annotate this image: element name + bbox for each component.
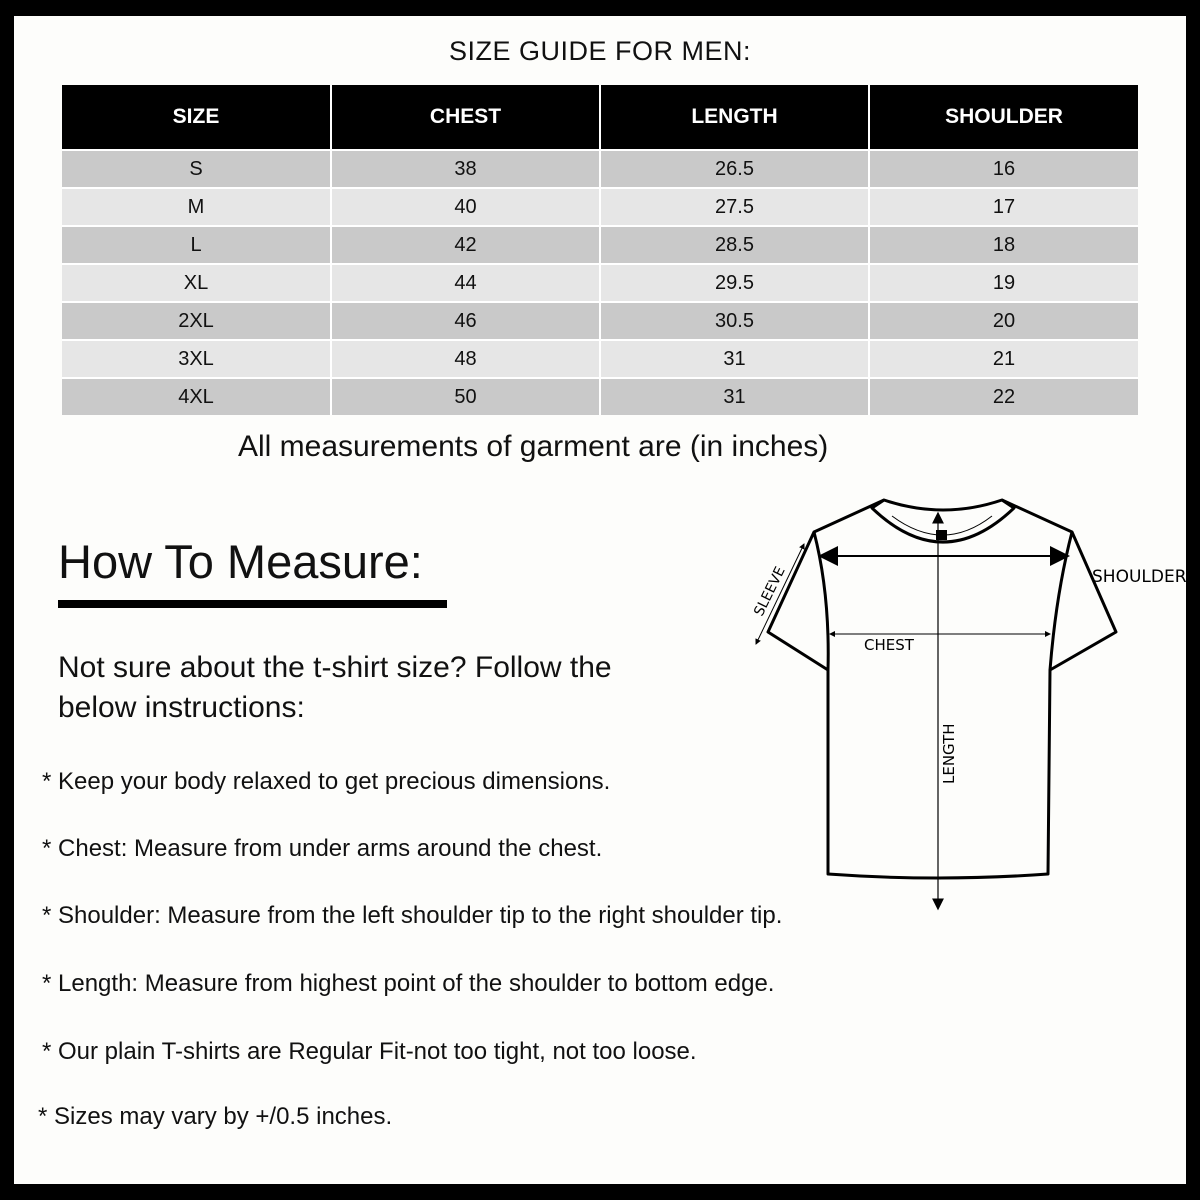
table-row bbox=[62, 188, 1138, 226]
cell-shoulder: 18 bbox=[869, 226, 1138, 264]
cell-size: 2XL bbox=[62, 302, 331, 340]
cell-size: 3XL bbox=[62, 340, 331, 378]
cell-chest: 46 bbox=[331, 302, 600, 340]
header-shoulder: SHOULDER bbox=[869, 85, 1138, 150]
cell-length: 26.5 bbox=[600, 150, 869, 188]
table-row bbox=[62, 302, 1138, 340]
how-to-heading: How To Measure: bbox=[58, 535, 423, 588]
header-chest: CHEST bbox=[331, 85, 600, 150]
cell-length: 30.5 bbox=[600, 302, 869, 340]
how-to-intro: Not sure about the t-shirt size? Follow the below instructions: bbox=[58, 651, 612, 724]
instruction-item: * Sizes may vary by +/0.5 inches. bbox=[38, 1103, 393, 1130]
table-row bbox=[62, 226, 1138, 264]
cell-shoulder: 16 bbox=[869, 150, 1138, 188]
cell-chest: 50 bbox=[331, 378, 600, 415]
cell-shoulder: 19 bbox=[869, 264, 1138, 302]
heading-underline bbox=[58, 600, 447, 608]
cell-shoulder: 21 bbox=[869, 340, 1138, 378]
instruction-item: * Keep your body relaxed to get precious dimensions. bbox=[42, 768, 611, 795]
instruction-item: * Chest: Measure from under arms around the chest. bbox=[42, 835, 603, 862]
cell-size: M bbox=[62, 188, 331, 226]
cell-chest: 44 bbox=[331, 264, 600, 302]
length-label: LENGTH bbox=[940, 723, 958, 784]
cell-size: L bbox=[62, 226, 331, 264]
instruction-item: * Length: Measure from highest point of the shoulder to bottom edge. bbox=[42, 970, 775, 997]
cell-chest: 42 bbox=[331, 226, 600, 264]
tshirt-diagram bbox=[730, 494, 1190, 924]
cell-shoulder: 20 bbox=[869, 302, 1138, 340]
cell-size: 4XL bbox=[62, 378, 331, 415]
header-size: SIZE bbox=[62, 85, 331, 150]
cell-length: 28.5 bbox=[600, 226, 869, 264]
shoulder-label: SHOULDER bbox=[1092, 567, 1187, 587]
cell-size: XL bbox=[62, 264, 331, 302]
header-length: LENGTH bbox=[600, 85, 869, 150]
cell-length: 29.5 bbox=[600, 264, 869, 302]
table-header-row bbox=[62, 85, 1138, 150]
table-row bbox=[62, 150, 1138, 188]
instruction-item: * Shoulder: Measure from the left shoulder tip to the right shoulder tip. bbox=[42, 902, 783, 929]
instruction-item: * Our plain T-shirts are Regular Fit-not too tight, not too loose. bbox=[42, 1038, 697, 1065]
size-table bbox=[62, 85, 1138, 415]
table-row bbox=[62, 340, 1138, 378]
table-row bbox=[62, 264, 1138, 302]
cell-chest: 48 bbox=[331, 340, 600, 378]
cell-chest: 40 bbox=[331, 188, 600, 226]
table-row bbox=[62, 378, 1138, 415]
measurement-note: All measurements of garment are (in inches) bbox=[238, 430, 829, 463]
cell-shoulder: 22 bbox=[869, 378, 1138, 415]
cell-shoulder: 17 bbox=[869, 188, 1138, 226]
cell-length: 31 bbox=[600, 378, 869, 415]
page-title: SIZE GUIDE FOR MEN: bbox=[448, 36, 752, 66]
chest-label: CHEST bbox=[864, 636, 914, 654]
cell-chest: 38 bbox=[331, 150, 600, 188]
sleeve-label: SLEEVE bbox=[751, 564, 789, 619]
size-guide-page bbox=[14, 16, 1186, 1184]
cell-length: 31 bbox=[600, 340, 869, 378]
cell-length: 27.5 bbox=[600, 188, 869, 226]
cell-size: S bbox=[62, 150, 331, 188]
